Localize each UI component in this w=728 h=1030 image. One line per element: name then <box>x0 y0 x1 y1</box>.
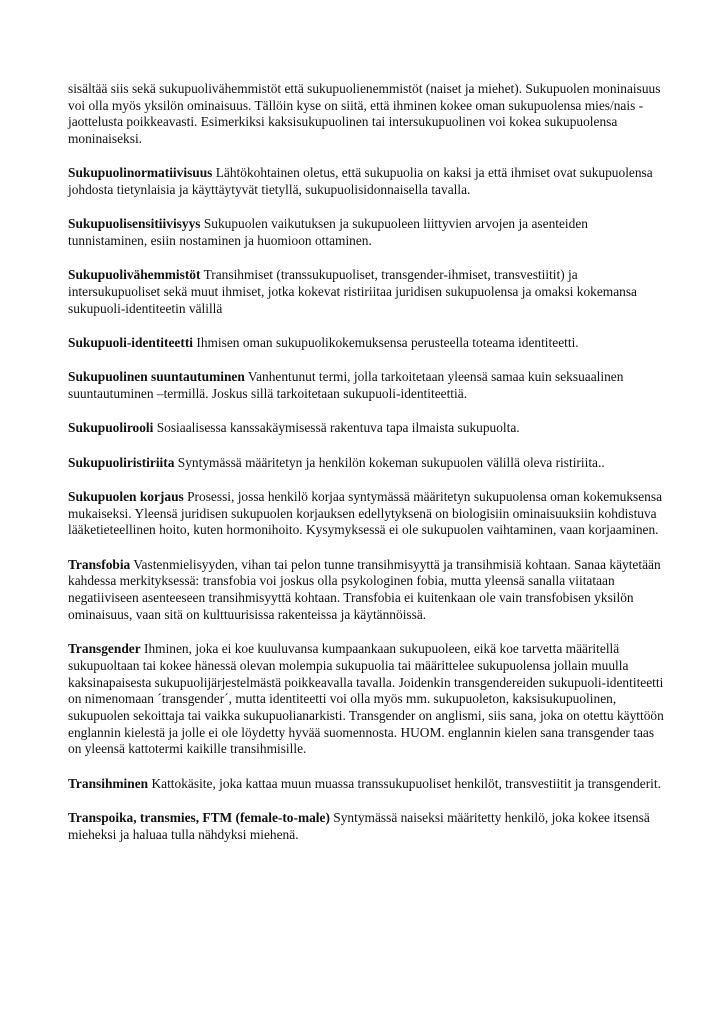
glossary-entry <box>68 557 668 624</box>
glossary-entry <box>68 641 668 758</box>
glossary-entry <box>68 776 668 793</box>
document-page <box>68 81 668 861</box>
glossary-entry <box>68 335 668 352</box>
glossary-entry <box>68 216 668 249</box>
glossary-definition: Sukupuolen vaikutuksen ja sukupuoleen liittyvien arvojen ja asenteiden tunnistaminen, esiin nostaminen ja huomioon ottaminen. <box>68 216 588 249</box>
glossary-term: Sukupuoliristiriita <box>68 454 175 470</box>
glossary-definition: Vanhentunut termi, jolla tarkoitetaan yleensä samaa kuin seksuaalinen suuntautuminen –termillä. Joskus sillä tarkoitetaan sukupuoli-identiteettiä. <box>68 369 624 402</box>
glossary-entry <box>68 810 668 843</box>
glossary-term: Sukupuolinormatiivisuus <box>68 165 213 181</box>
glossary-definition: Transihmiset (transsukupuoliset, transgender-ihmiset, transvestiitit) ja intersukupuoliset sekä muut ihmiset, jotka kokevat ristiriitaa juridisen sukupuolensa ja omaksi kokemansa sukupuoli-identiteetin välillä <box>68 267 637 316</box>
glossary-term: Transpoika, transmies, FTM (female-to-male) <box>68 809 330 825</box>
glossary-entry <box>68 420 668 437</box>
glossary-definition: Lähtökohtainen oletus, että sukupuolia on kaksi ja että ihmiset ovat sukupuolensa johdosta tietynlaisia ja käyttäytyvät tietyllä, sukupuolisidonnaisella tavalla. <box>68 165 653 198</box>
glossary-entry <box>68 369 668 402</box>
glossary-definition: Vastenmielisyyden, vihan tai pelon tunne transihmisyyttä ja transihmisiä kohtaan. Sanaa käytetään kahdessa merkityksessä: transfobia voi joskus olla psykologinen fobia, mutta yleensä sanalla viitataan negatiiviseen asenteeseen transihmisyyttä kohtaan. Transfobia ei kuitenkaan ole vain transfobisen yksilön ominaisuus, vaan sitä on kulttuurisissa rakenteissa ja käytännöissä. <box>68 556 661 622</box>
glossary-entry <box>68 267 668 317</box>
glossary-term: Sukupuolivähemmistöt <box>68 267 201 283</box>
glossary-definition: Prosessi, jossa henkilö korjaa syntymässä määritetyn sukupuolensa oman kokemuksensa mukaiseksi. Yleensä juridisen sukupuolen korjauksen edellytyksenä on biologisiin ominaisuuksiin kohdistuva lääketieteellinen hoito, kuten hormonihoito. Kysymyksessä ei ole sukupuolen vaihtaminen, vaan korjaaminen. <box>68 489 663 538</box>
glossary-term: Sukupuolirooli <box>68 420 154 436</box>
glossary-definition: Sosiaalisessa kanssakäymisessä rakentuva tapa ilmaista sukupuolta. <box>153 420 520 436</box>
glossary-term: Sukupuoli-identiteetti <box>68 335 194 351</box>
glossary-term: Transgender <box>68 641 141 657</box>
glossary-entry <box>68 489 668 539</box>
glossary-definition: Kattokäsite, joka kattaa muun muassa transsukupuoliset henkilöt, transvestiitit ja transgenderit. <box>148 775 661 791</box>
glossary-entry <box>68 165 668 198</box>
glossary-definition: Syntymässä määritetyn ja henkilön kokeman sukupuolen välillä oleva ristiriita.. <box>174 454 605 470</box>
glossary-entry <box>68 455 668 472</box>
glossary-definition: Syntymässä naiseksi määritetty henkilö, joka kokee itsensä mieheksi ja haluaa tulla nähdyksi miehenä. <box>68 809 650 842</box>
glossary-term: Sukupuolinen suuntautuminen <box>68 369 245 385</box>
glossary-term: Transihminen <box>68 775 149 791</box>
glossary-term: Sukupuolen korjaus <box>68 489 184 504</box>
glossary-definition: Ihminen, joka ei koe kuuluvansa kumpaankaan sukupuoleen, eikä koe tarvetta määritellä sukupuoltaan tai kokee hänessä olevan molempia sukupuolia tai määrittelee sukupuolensa jollain muulla kaksinapaisesta sukupuolijärjestelmästä poikkeavalla tavalla. Joidenkin transgendereiden sukupuoli-identiteetti on nimenomaan ´transgender´, mutta identiteetti voi olla myös mm. sukupuoleton, kaksisukupuolinen, sukupuolen sekoittaja tai vaikka sukupuolianarkisti. Transgender on anglismi, siis sana, joka on otettu käyttöön englannin kielestä ja jolle ei ole löydetty hyvää suomennosta. HUOM. englannin kielen sana transgender taas on yleensä kattotermi kaikille transihmisille. <box>68 641 664 757</box>
glossary-term: Sukupuolisensitiivisyys <box>68 216 201 232</box>
intro-paragraph: sisältää siis sekä sukupuolivähemmistöt että sukupuolienemmistöt (naiset ja miehet). Sukupuolen moninaisuus voi olla myös yksilön ominaisuus. Tällöin kyse on siitä, että ihminen kokee oman sukupuolensa mies/nais -jaottelusta poikkeavasti. Esimerkiksi kaksisukupuolinen tai intersukupuolinen voi kokea sukupuolensa moninaiseksi. <box>68 81 661 147</box>
glossary-definition: Ihmisen oman sukupuolikokemuksensa perusteella toteama identiteetti. <box>193 335 579 351</box>
glossary-term: Transfobia <box>68 556 131 572</box>
